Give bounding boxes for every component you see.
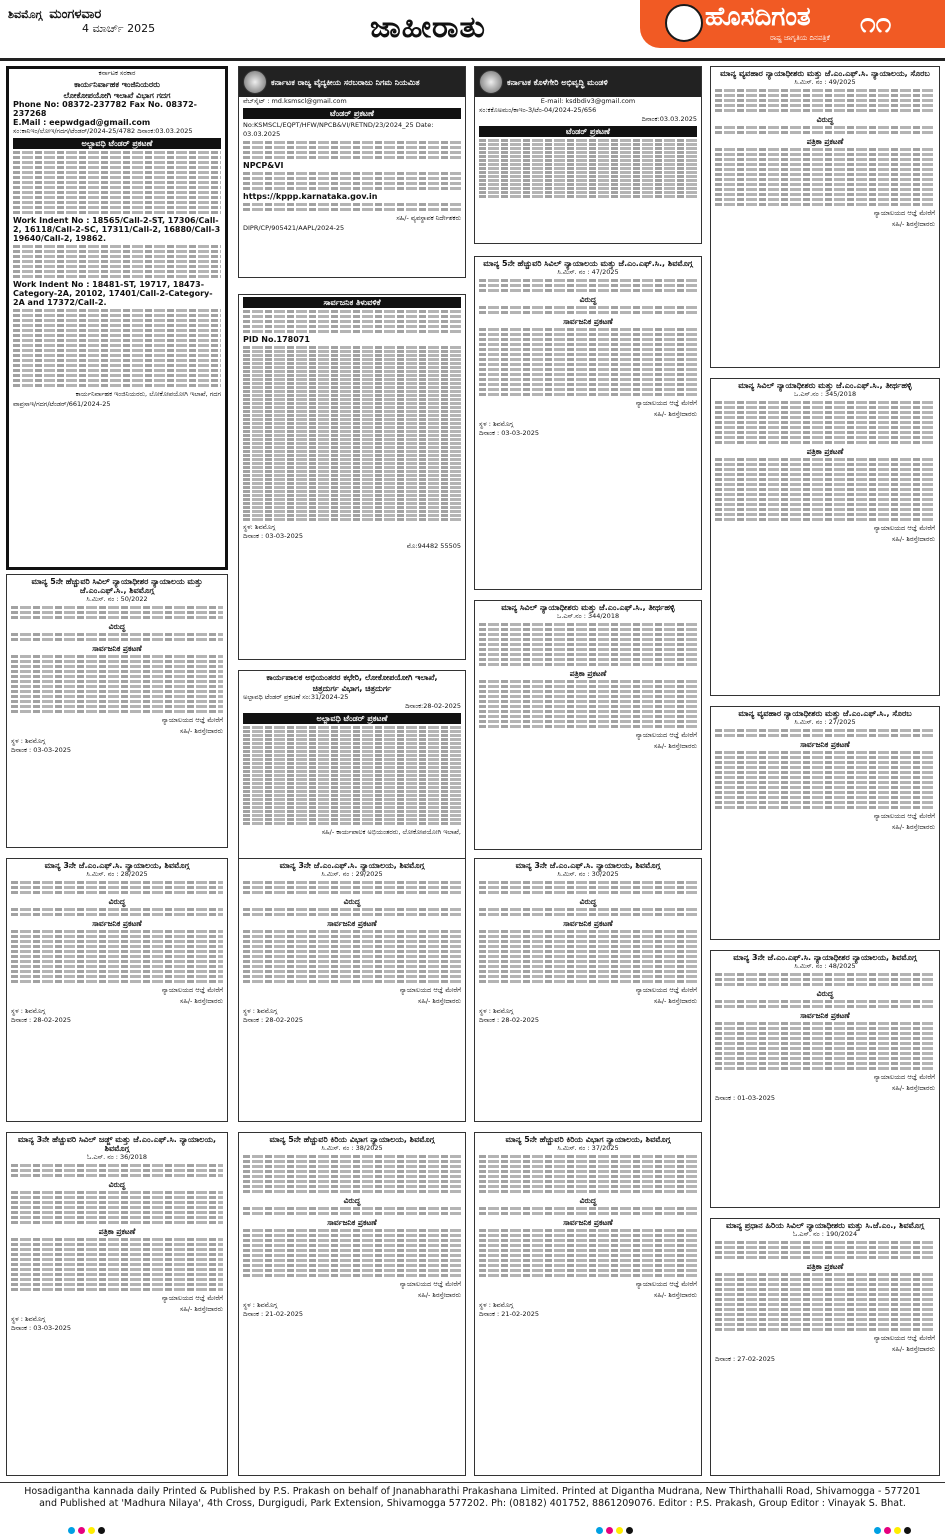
court-date: ದಿನಾಂಕ : 27-02-2025 xyxy=(715,1355,776,1363)
court-sign: ಸಹಿ/- ಶಿರಸ್ತೇದಾರರು xyxy=(891,220,935,228)
pwd-cd-division: ಚಿತ್ರದುರ್ಗ ವಿಭಾಗ, ಚಿತ್ರದುರ್ಗ xyxy=(312,684,392,693)
court-case: ಸಿ.ಮಿಸ್. ನಂ : 29/2025 xyxy=(321,870,383,878)
court-title: ಮಾನ್ಯ 5ನೇ ಹೆಚ್ಚುವರಿ ಸಿವಿಲ್ ನ್ಯಾಯಾಧೀಶರ ನ್ಯಾಯಾಲಯ ಮತ್ತು ಜೆ.ಎಂ.ಎಫ್.ಸಿ., ಶಿವಮೊಗ್ಗ xyxy=(31,577,203,595)
court-title: ಮಾನ್ಯ 5ನೇ ಹೆಚ್ಚುವರಿ ಸಿವಿಲ್ ನ್ಯಾಯಾಲಯ ಮತ್ತು ಜೆ.ಎಂ.ಎಫ್.ಸಿ., ಶಿವಮೊಗ್ಗ xyxy=(483,259,693,268)
court-notice xyxy=(710,1218,940,1476)
ad-public-notice xyxy=(238,294,466,660)
court-notice xyxy=(474,1132,702,1476)
court-case: ಸಿ.ಮಿಸ್. ನಂ : 49/2025 xyxy=(794,78,856,86)
pwd-cd-office: ಕಾರ್ಯಪಾಲಕ ಅಭಿಯಂತರರ ಕಛೇರಿ, ಲೋಕೋಪಯೋಗಿ ಇಲಾಖೆ, xyxy=(266,673,438,682)
court-sign: ಸಹಿ/- ಶಿರಸ್ತೇದಾರರು xyxy=(417,1291,461,1299)
court-notice xyxy=(710,950,940,1208)
court-place: ಸ್ಥಳ : ಶಿವಮೊಗ್ಗ xyxy=(479,420,514,428)
pwd-cd-sign: ಸಹಿ/- ಕಾರ್ಯಪಾಲಕ ಅಭಿಯಂತರರು, ಲೋಕೋಪಯೋಗಿ ಇಲಾಖೆ, xyxy=(321,828,461,836)
court-body xyxy=(479,623,697,666)
court-body xyxy=(715,89,935,112)
color-dot xyxy=(98,1527,105,1534)
color-dot xyxy=(904,1527,911,1534)
emblem-icon xyxy=(243,70,267,94)
court-body xyxy=(11,1238,223,1291)
court-sign: ಸಹಿ/- ಶಿರಸ್ತೇದಾರರು xyxy=(417,997,461,1005)
public-notice-pid: PID No.178071 xyxy=(243,335,310,344)
court-case: ಸಿ.ಮಿಸ್. ನಂ : 37/2025 xyxy=(557,1144,619,1152)
court-case: ಒ.ಎಸ್.ನಂ : 345/2018 xyxy=(793,390,857,398)
ad-body-text xyxy=(243,310,461,333)
column-4 xyxy=(710,66,940,1476)
ad-dipr: ವಾಪ್ರಸಾಇ/ಗದಗ/ಟೆಂಡರ್/661/2024-25 xyxy=(13,400,111,408)
ad-ksmscl xyxy=(238,66,466,278)
color-dot xyxy=(626,1527,633,1534)
court-order: ನ್ಯಾಯಾಲಯದ ಆಜ್ಞೆ ಮೇರೆಗೆ xyxy=(161,986,223,994)
ad-ref: ಸಂ:ಕಾನಿಇಂ/ಲೋಇ/ಗದಗ/ಟೆಂಡರ್/2024-25/4782 ದಿನಾಂಕ:03.03.2025 xyxy=(13,127,193,135)
court-sign: ಸಹಿ/- ಶಿರಸ್ತೇದಾರರು xyxy=(891,1345,935,1353)
ad-ksmscl-notice: ಟೆಂಡರ್ ಪ್ರಕಟಣೆ xyxy=(243,108,461,119)
header-day: ಮಂಗಳವಾರ xyxy=(49,7,102,22)
court-vs: ವಿರುದ್ಧ xyxy=(579,1196,597,1205)
court-body xyxy=(479,908,697,916)
court-title: ಮಾನ್ಯ ವ್ಯವಹಾರ ನ್ಯಾಯಾಧೀಶರು ಮತ್ತು ಜೆ.ಎಂ.ಎಫ್.ಸಿ., ಸೊರಬ xyxy=(738,709,912,718)
page-footer xyxy=(0,1486,945,1520)
court-heading: ಸಾರ್ವಜನಿಕ ಪ್ರಕಟಣೆ xyxy=(92,919,142,928)
court-place: ಸ್ಥಳ : ಶಿವಮೊಗ್ಗ xyxy=(243,1301,278,1309)
court-date: ದಿನಾಂಕ : 28-02-2025 xyxy=(479,1016,540,1024)
court-case: ಸಿ.ಮಿಸ್. ನಂ : 47/2025 xyxy=(557,268,619,276)
court-place: ಸ್ಥಳ : ಶಿವಮೊಗ್ಗ xyxy=(11,737,46,745)
court-body xyxy=(243,1155,461,1193)
court-heading: ಸಾರ್ವಜನಿಕ ಪ್ರಕಟಣೆ xyxy=(800,740,850,749)
emblem-icon xyxy=(479,70,503,94)
color-dot xyxy=(616,1527,623,1534)
court-heading: ಪತ್ರಿಕಾ ಪ್ರಕಟಣೆ xyxy=(806,137,844,146)
ad-work-indent-1: Work Indent No : 18565/Call-2-ST, 17306/Call-2, 16118/Call-2-SC, 17311/Call-2, 16880/Call-3 19640/Call-2, 19862. xyxy=(13,216,221,243)
court-heading: ಪತ್ರಿಕಾ ಪ್ರಕಟಣೆ xyxy=(98,1227,136,1236)
court-title: ಮಾನ್ಯ ಸಿವಿಲ್ ನ್ಯಾಯಾಧೀಶರು ಮತ್ತು ಜೆ.ಎಂ.ಎಫ್.ಸಿ., ತೀರ್ಥಹಳ್ಳಿ xyxy=(501,603,675,612)
court-order: ನ್ಯಾಯಾಲಯದ ಆಜ್ಞೆ ಮೇರೆಗೆ xyxy=(635,1280,697,1288)
color-dot xyxy=(78,1527,85,1534)
ad-ksmscl-npcb: NPCP&VI xyxy=(243,161,284,170)
color-dot xyxy=(874,1527,881,1534)
header-date: 4 ಮಾರ್ಚ್ 2025 xyxy=(82,22,156,35)
court-notice xyxy=(238,1132,466,1476)
court-vs: ವಿರುದ್ಧ xyxy=(816,115,834,124)
color-dot xyxy=(88,1527,95,1534)
court-sign: ಸಹಿ/- ಶಿರಸ್ತೇದಾರರು xyxy=(891,535,935,543)
ad-body-text xyxy=(13,151,221,214)
court-notice xyxy=(474,600,702,850)
ad-work-indent-2: Work Indent No : 18481-ST, 19717, 18473-Category-2A, 20102, 17401/Call-2-Category-2A and 17372/Call-2. xyxy=(13,280,213,307)
court-vs: ವಿರುದ್ಧ xyxy=(108,622,126,631)
court-notice xyxy=(6,574,228,848)
court-heading: ಸಾರ್ವಜನಿಕ ಪ್ರಕಟಣೆ xyxy=(92,644,142,653)
court-place: ಸ್ಥಳ : ಶಿವಮೊಗ್ಗ xyxy=(479,1007,514,1015)
court-heading: ಸಾರ್ವಜನಿಕ ಪ್ರಕಟಣೆ xyxy=(563,919,613,928)
page-number: ೧೧ xyxy=(860,6,892,39)
court-sign: ಸಹಿ/- ಶಿರಸ್ತೇದಾರರು xyxy=(179,997,223,1005)
footer-rule xyxy=(0,1482,945,1483)
ad-body-text xyxy=(243,172,461,190)
court-title: ಮಾನ್ಯ 3ನೇ ಹೆಚ್ಚುವರಿ ಸಿವಿಲ್ ಜಡ್ಜ್ ಮತ್ತು ಜೆ.ಎಂ.ಎಫ್.ಸಿ. ನ್ಯಾಯಾಲಯ, ಶಿವಮೊಗ್ಗ xyxy=(17,1135,217,1153)
color-dot xyxy=(894,1527,901,1534)
ad-govt: ಕರ್ನಾಟಕ ಸರಕಾರ xyxy=(98,69,136,77)
court-heading: ಪತ್ರಿಕಾ ಪ್ರಕಟಣೆ xyxy=(806,1262,844,1271)
court-body xyxy=(479,1207,697,1215)
court-order: ನ್ಯಾಯಾಲಯದ ಆಜ್ಞೆ ಮೇರೆಗೆ xyxy=(635,986,697,994)
court-body xyxy=(479,279,697,292)
court-place: ಸ್ಥಳ : ಶಿವಮೊಗ್ಗ xyxy=(11,1007,46,1015)
court-body xyxy=(243,1207,461,1215)
column-2 xyxy=(238,66,466,1476)
court-body xyxy=(11,606,223,619)
court-body xyxy=(11,655,223,713)
court-date: ದಿನಾಂಕ : 21-02-2025 xyxy=(479,1310,540,1318)
pwd-cd-sub: ಅಲ್ಪಾವಧಿ ಟೆಂಡರ್ ಪ್ರಕಟಣೆ xyxy=(243,713,461,724)
pwd-cd-date: ದಿನಾಂಕ:28-02-2025 xyxy=(405,702,461,710)
ad-kbjnl-email: E-mail: ksdbdiv3@gmail.com xyxy=(540,97,636,105)
ad-office: ಕಾರ್ಯನಿರ್ವಾಹಕ ಇಂಜಿನಿಯರರು xyxy=(74,80,160,89)
court-vs: ವಿರುದ್ಧ xyxy=(343,1196,361,1205)
court-heading: ಪತ್ರಿಕಾ ಪ್ರಕಟಣೆ xyxy=(806,447,844,456)
color-dot xyxy=(596,1527,603,1534)
header-city: ಶಿವಮೊಗ್ಗ xyxy=(8,8,43,21)
ad-kbjnl-org: ಕರ್ನಾಟಕ ಕೊಳೆಗೇರಿ ಅಭಿವೃದ್ಧಿ ಮಂಡಳಿ xyxy=(507,77,608,87)
footer-line-1: Hosadigantha kannada daily Printed & Published by P.S. Prakash on behalf of Jnanabharathi Prakashana Limited. Printed at Digantha Mudrana, New Thirthahalli Road, Shivamogga - 577201 xyxy=(24,1486,921,1497)
court-body xyxy=(715,1273,935,1331)
court-case: ಸಿ.ಮಿಸ್. ನಂ : 38/2025 xyxy=(321,1144,383,1152)
court-body xyxy=(715,1022,935,1070)
court-case: ಸಿ.ಮಿಸ್. ನಂ : 50/2022 xyxy=(86,595,148,603)
ad-body-text xyxy=(243,203,461,211)
public-notice-title: ಸಾರ್ವಜನಿಕ ತಿಳುವಳಿಕೆ xyxy=(243,297,461,308)
court-title: ಮಾನ್ಯ ಸಿವಿಲ್ ನ್ಯಾಯಾಧೀಶರು ಮತ್ತು ಜೆ.ಎಂ.ಎಫ್.ಸಿ., ತೀರ್ಥಹಳ್ಳಿ xyxy=(738,381,912,390)
ad-kbjnl-banner xyxy=(475,67,701,97)
court-title: ಮಾನ್ಯ 3ನೇ ಜೆ.ಎಂ.ಎಫ್.ಸಿ. ನ್ಯಾಯಾಲಯ, ಶಿವಮೊಗ್ಗ xyxy=(515,861,661,870)
court-body xyxy=(715,1241,935,1259)
court-case: ಸಿ.ಮಿಸ್. ನಂ : 30/2025 xyxy=(557,870,619,878)
court-vs: ವಿರುದ್ಧ xyxy=(579,897,597,906)
court-title: ಮಾನ್ಯ ವ್ಯವಹಾರ ನ್ಯಾಯಾಧೀಶರು ಮತ್ತು ಜೆ.ಎಂ.ಎಫ್.ಸಿ. ನ್ಯಾಯಾಲಯ, ಸೊರಬ xyxy=(720,69,930,78)
court-notice xyxy=(710,706,940,940)
court-notice xyxy=(238,858,466,1122)
court-notice xyxy=(6,1132,228,1476)
court-body xyxy=(11,930,223,983)
public-notice-place: ಸ್ಥಳ: ಶಿವಮೊಗ್ಗ xyxy=(243,523,276,531)
ad-email: E.Mail : eepwdgad@gmail.com xyxy=(13,118,151,127)
court-place: ಸ್ಥಳ : ಶಿವಮೊಗ್ಗ xyxy=(479,1301,514,1309)
court-date: ದಿನಾಂಕ : 03-03-2025 xyxy=(479,429,540,437)
court-body xyxy=(11,908,223,916)
color-dot xyxy=(606,1527,613,1534)
ad-ksmscl-org: ಕರ್ನಾಟಕ ರಾಜ್ಯ ವೈದ್ಯಕೀಯ ಸರಬರಾಜು ನಿಗಮ ನಿಯಮಿತ xyxy=(271,77,420,87)
ad-ksmscl-banner xyxy=(239,67,465,97)
court-body xyxy=(479,328,697,396)
court-order: ನ್ಯಾಯಾಲಯದ ಆಜ್ಞೆ ಮೇರೆಗೆ xyxy=(873,524,935,532)
court-body xyxy=(715,458,935,521)
ad-body-text xyxy=(13,245,221,278)
ad-dept: ಲೋಕೋಪಯೋಗಿ ಇಲಾಖೆ ವಿಭಾಗ ಗದಗ xyxy=(63,91,171,100)
court-notice xyxy=(710,378,940,696)
ad-kbjnl xyxy=(474,66,702,244)
court-body xyxy=(11,633,223,641)
court-vs: ವಿರುದ್ಧ xyxy=(343,897,361,906)
court-sign: ಸಹಿ/- ಶಿರಸ್ತೇದಾರರು xyxy=(179,727,223,735)
court-vs: ವಿರುದ್ಧ xyxy=(579,295,597,304)
court-order: ನ್ಯಾಯಾಲಯದ ಆಜ್ಞೆ ಮೇರೆಗೆ xyxy=(399,986,461,994)
court-body xyxy=(715,1000,935,1008)
ad-ksmscl-dipr: DIPR/CP/905421/AAPL/2024-25 xyxy=(243,224,345,232)
court-body xyxy=(715,729,935,737)
column-3 xyxy=(474,66,702,1476)
court-sign: ಸಹಿ/- ಶಿರಸ್ತೇದಾರರು xyxy=(653,410,697,418)
court-body xyxy=(479,306,697,314)
court-order: ನ್ಯಾಯಾಲಯದ ಆಜ್ಞೆ ಮೇರೆಗೆ xyxy=(635,399,697,407)
ad-signature: ಕಾರ್ಯನಿರ್ವಾಹಕ ಇಂಜಿನಿಯರರು, ಲೋಕೋಪಯೋಗಿ ಇಲಾಖೆ, ಗದಗ xyxy=(75,390,221,398)
masthead-logo-icon xyxy=(665,4,703,42)
court-body xyxy=(715,973,935,986)
court-body xyxy=(479,881,697,894)
court-title: ಮಾನ್ಯ 5ನೇ ಹೆಚ್ಚುವರಿ ಕಿರಿಯ ವಿಭಾಗ ನ್ಯಾಯಾಲಯ, ಶಿವಮೊಗ್ಗ xyxy=(505,1135,671,1144)
court-notice xyxy=(710,66,940,368)
court-body xyxy=(243,908,461,916)
court-sign: ಸಹಿ/- ಶಿರಸ್ತೇದಾರರು xyxy=(653,997,697,1005)
court-body xyxy=(11,1191,223,1224)
court-case: ಸಿ.ಮಿಸ್. ನಂ : 48/2025 xyxy=(794,962,856,970)
court-body xyxy=(243,1229,461,1277)
court-date: ದಿನಾಂಕ : 21-02-2025 xyxy=(243,1310,304,1318)
public-notice-phone: ಮೊ:94482 55505 xyxy=(406,542,461,550)
court-heading: ಸಾರ್ವಜನಿಕ ಪ್ರಕಟಣೆ xyxy=(800,1011,850,1020)
court-case: ಒ.ಎಸ್.ನಂ : 344/2018 xyxy=(556,612,620,620)
court-vs: ವಿರುದ್ಧ xyxy=(108,1180,126,1189)
court-sign: ಸಹಿ/- ಶಿರಸ್ತೇದಾರರು xyxy=(891,1084,935,1092)
registration-marks-right xyxy=(874,1527,911,1534)
ad-ksmscl-ref: No:KSMSCL/EQPT/HFW/NPCB&VI/RETND/23/2024_25 Date: 03.03.2025 xyxy=(243,121,434,138)
court-body xyxy=(479,1155,697,1193)
court-body xyxy=(243,881,461,894)
court-notice xyxy=(474,858,702,1122)
ad-kbjnl-notice: ಟೆಂಡರ್ ಪ್ರಕಟಣೆ xyxy=(479,126,697,137)
court-notice xyxy=(6,858,228,1122)
court-notice xyxy=(474,256,702,590)
court-heading: ಸಾರ್ವಜನಿಕ ಪ್ರಕಟಣೆ xyxy=(327,1218,377,1227)
court-date: ದಿನಾಂಕ : 03-03-2025 xyxy=(11,746,72,754)
header-dateline xyxy=(8,8,155,36)
court-order: ನ್ಯಾಯಾಲಯದ ಆಜ್ಞೆ ಮೇರೆಗೆ xyxy=(161,1294,223,1302)
court-body xyxy=(479,1229,697,1277)
court-title: ಮಾನ್ಯ 3ನೇ ಜೆ.ಎಂ.ಎಫ್.ಸಿ. ನ್ಯಾಯಾಧೀಶರ ನ್ಯಾಯಾಲಯ, ಶಿವಮೊಗ್ಗ xyxy=(733,953,917,962)
court-title: ಮಾನ್ಯ 5ನೇ ಹೆಚ್ಚುವರಿ ಕಿರಿಯ ವಿಭಾಗ ನ್ಯಾಯಾಲಯ, ಶಿವಮೊಗ್ಗ xyxy=(269,1135,435,1144)
court-body xyxy=(11,881,223,894)
court-title: ಮಾನ್ಯ 3ನೇ ಜೆ.ಎಂ.ಎಫ್.ಸಿ. ನ್ಯಾಯಾಲಯ, ಶಿವಮೊಗ್ಗ xyxy=(279,861,425,870)
court-date: ದಿನಾಂಕ : 03-03-2025 xyxy=(11,1324,72,1332)
registration-marks-left xyxy=(68,1527,105,1534)
court-order: ನ್ಯಾಯಾಲಯದ ಆಜ್ಞೆ ಮೇರೆಗೆ xyxy=(399,1280,461,1288)
header-rule xyxy=(0,58,945,61)
ad-body-text xyxy=(243,346,461,521)
ad-ksmscl-url: https://kppp.karnataka.gov.in xyxy=(243,192,378,201)
court-order: ನ್ಯಾಯಾಲಯದ ಆಜ್ಞೆ ಮೇರೆಗೆ xyxy=(873,1334,935,1342)
court-case: ಓ.ಎಸ್. ನಂ : 190/2024 xyxy=(792,1230,858,1238)
court-body xyxy=(715,126,935,134)
court-sign: ಸಹಿ/- ಶಿರಸ್ತೇದಾರರು xyxy=(653,1291,697,1299)
court-vs: ವಿರುದ್ಧ xyxy=(816,989,834,998)
court-sign: ಸಹಿ/- ಶಿರಸ್ತೇದಾರರು xyxy=(179,1305,223,1313)
court-order: ನ್ಯಾಯಾಲಯದ ಆಜ್ಞೆ ಮೇರೆಗೆ xyxy=(873,209,935,217)
column-1 xyxy=(6,66,228,1476)
color-dot xyxy=(884,1527,891,1534)
footer-line-2: and Published at 'Madhura Nilaya', 4th Cross, Durgigudi, Park Extension, Shivamogga 577202. Ph: (08182) 401752, 8861209076. Editor : P.S. Prakash, Group Editor : Vinayak S. Bhat. xyxy=(39,1498,906,1509)
court-place: ಸ್ಥಳ : ಶಿವಮೊಗ್ಗ xyxy=(11,1315,46,1323)
court-date: ದಿನಾಂಕ : 28-02-2025 xyxy=(11,1016,72,1024)
court-place: ಸ್ಥಳ : ಶಿವಮೊಗ್ಗ xyxy=(243,1007,278,1015)
ad-pwd-gadag xyxy=(6,66,228,570)
pwd-cd-ref: ಅಲ್ಪಾವಧಿ ಟೆಂಡರ್ ಪ್ರಕಟಣೆ ಸಂ:31/2024-25 xyxy=(243,693,349,701)
court-case: ಸಿ.ಮಿಸ್. ನಂ : 27/2025 xyxy=(794,718,856,726)
court-body xyxy=(715,751,935,809)
court-case: ಓ.ಎಸ್. ನಂ : 36/2018 xyxy=(86,1153,148,1161)
ad-body-text xyxy=(479,139,697,198)
court-heading: ಸಾರ್ವಜನಿಕ ಪ್ರಕಟಣೆ xyxy=(327,919,377,928)
registration-marks-center xyxy=(596,1527,633,1534)
color-dot xyxy=(68,1527,75,1534)
court-body xyxy=(715,148,935,206)
ad-notice-title: ಅಲ್ಪಾವಧಿ ಟೆಂಡರ್ ಪ್ರಕಟಣೆ xyxy=(13,138,221,149)
court-heading: ಸಾರ್ವಜನಿಕ ಪ್ರಕಟಣೆ xyxy=(563,1218,613,1227)
court-sign: ಸಹಿ/- ಶಿರಸ್ತೇದಾರರು xyxy=(653,742,697,750)
court-body xyxy=(479,680,697,728)
court-body xyxy=(243,930,461,983)
court-order: ನ್ಯಾಯಾಲಯದ ಆಜ್ಞೆ ಮೇರೆಗೆ xyxy=(873,1073,935,1081)
ad-ksmscl-email: ವೆಬ್‌ಸೈಟ್ : md.ksmscl@gmail.com xyxy=(243,97,347,105)
court-order: ನ್ಯಾಯಾಲಯದ ಆಜ್ಞೆ ಮೇರೆಗೆ xyxy=(873,812,935,820)
court-heading: ಸಾರ್ವಜನಿಕ ಪ್ರಕಟಣೆ xyxy=(563,317,613,326)
court-vs: ವಿರುದ್ಧ xyxy=(108,897,126,906)
section-title: ಜಾಹೀರಾತು xyxy=(370,10,486,45)
court-case: ಸಿ.ಮಿಸ್. ನಂ : 28/2025 xyxy=(86,870,148,878)
public-notice-date: ದಿನಾಂಕ : 03-03-2025 xyxy=(243,532,304,540)
court-title: ಮಾನ್ಯ 3ನೇ ಜೆ.ಎಂ.ಎಫ್.ಸಿ. ನ್ಯಾಯಾಲಯ, ಶಿವಮೊಗ್ಗ xyxy=(44,861,190,870)
masthead-brand: ಹೊಸದಿಗಂತ xyxy=(705,2,811,32)
court-date: ದಿನಾಂಕ : 01-03-2025 xyxy=(715,1094,776,1102)
ad-body-text xyxy=(243,141,461,159)
court-heading: ಪತ್ರಿಕಾ ಪ್ರಕಟಣೆ xyxy=(569,669,607,678)
ad-body-text xyxy=(243,726,461,825)
court-body xyxy=(11,1164,223,1177)
court-sign: ಸಹಿ/- ಶಿರಸ್ತೇದಾರರು xyxy=(891,823,935,831)
ad-ksmscl-sign: ಸಹಿ/- ವ್ಯವಸ್ಥಾಪಕ ನಿರ್ದೇಶಕರು xyxy=(396,214,461,222)
court-title: ಮಾನ್ಯ ಪ್ರಧಾನ ಹಿರಿಯ ಸಿವಿಲ್ ನ್ಯಾಯಾಧೀಶರು ಮತ್ತು ಸಿ.ಜೆ.ಎಂ., ಶಿವಮೊಗ್ಗ xyxy=(726,1221,924,1230)
court-order: ನ್ಯಾಯಾಲಯದ ಆಜ್ಞೆ ಮೇರೆಗೆ xyxy=(635,731,697,739)
court-date: ದಿನಾಂಕ : 28-02-2025 xyxy=(243,1016,304,1024)
court-order: ನ್ಯಾಯಾಲಯದ ಆಜ್ಞೆ ಮೇರೆಗೆ xyxy=(161,716,223,724)
ad-kbjnl-date: ದಿನಾಂಕ:03.03.2025 xyxy=(641,115,697,123)
masthead-tagline: ರಾಷ್ಟ್ರ ಜಾಗೃತಿಯ ದಿನಪತ್ರಿಕೆ xyxy=(770,34,830,42)
court-body xyxy=(479,930,697,983)
page-header xyxy=(0,0,945,62)
ad-phone: Phone No: 08372-237782 Fax No. 08372-237268 xyxy=(13,100,197,118)
ad-body-text xyxy=(13,309,221,387)
court-body xyxy=(715,401,935,444)
ad-kbjnl-ref: ಸಂ:ಕಕೊಅಮಂ/ಕಾಇಂ-3/ಟೆಂ-04/2024-25/656 xyxy=(479,106,597,114)
